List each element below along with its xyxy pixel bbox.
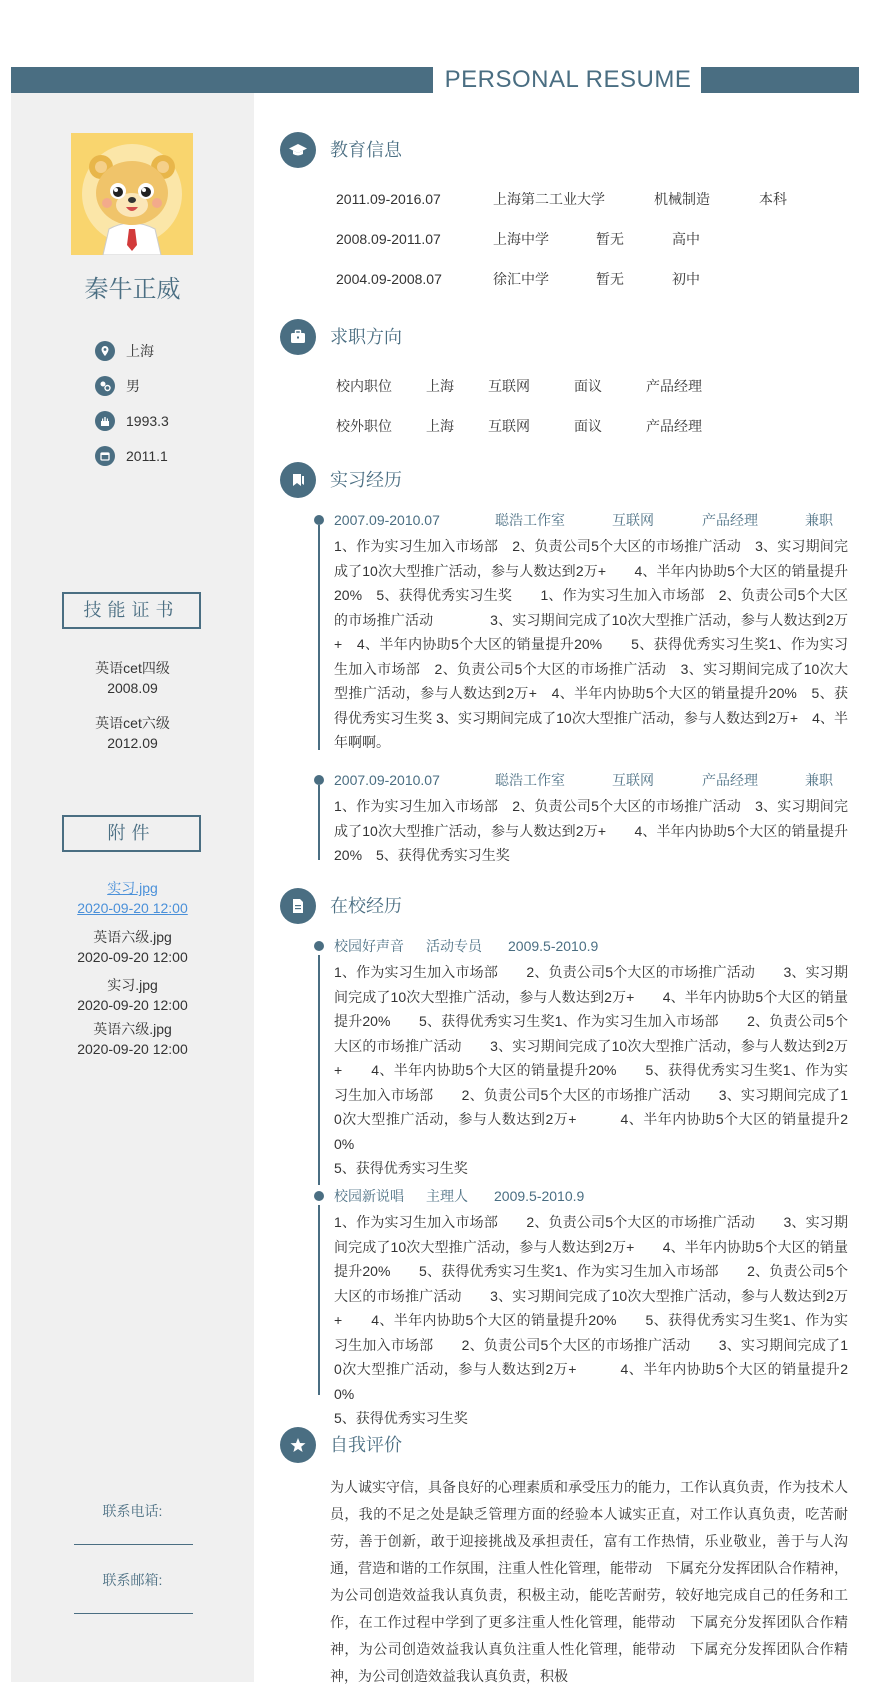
attachment-date: 2020-09-20 12:00: [77, 997, 188, 1013]
graduation-cap-icon: [280, 132, 316, 168]
star-badge-icon: [280, 1427, 316, 1463]
email-underline: [74, 1613, 193, 1614]
cert-name: 英语cet四级: [95, 660, 170, 676]
phone-underline: [74, 1544, 193, 1545]
internship-description: 1、作为实习生加入市场部 2、负责公司5个大区的市场推广活动 3、实习期间完成了10次大型推广活动，参与人数达到2万+ 4、半年内协助5个大区的销量提升20% 5、获得优秀实习生奖: [334, 798, 848, 863]
job-industry: 互联网: [488, 378, 530, 394]
campus-period: 2009.5-2010.9: [494, 1188, 585, 1204]
education-major: 机械制造: [654, 191, 710, 207]
timeline-line: [318, 525, 320, 750]
campus-role: 主理人: [426, 1188, 468, 1204]
job-city: 上海: [426, 378, 454, 394]
info-location: [95, 341, 154, 361]
education-major: 暂无: [596, 231, 624, 247]
campus-period: 2009.5-2010.9: [508, 938, 599, 954]
internship-type: 兼职: [805, 512, 833, 528]
cert-date: 2008.09: [107, 680, 158, 696]
attachment-name: 英语六级.jpg: [93, 929, 172, 945]
education-period: 2004.09-2008.07: [336, 271, 442, 287]
calendar-icon: [95, 446, 115, 466]
info-birthday-text: 1993.3: [126, 413, 169, 429]
info-birthday: [95, 411, 169, 431]
internship-industry: 互联网: [612, 512, 654, 528]
campus-activity: 校园新说唱: [334, 1188, 404, 1204]
internship-industry: 互联网: [612, 772, 654, 788]
cert-date: 2012.09: [107, 735, 158, 751]
bear-avatar-icon: [71, 133, 193, 255]
internship-period: 2007.09-2010.07: [334, 772, 440, 788]
campus-role: 活动专员: [426, 938, 482, 954]
education-school: 徐汇中学: [493, 271, 549, 287]
attachment-date: 2020-09-20 12:00: [77, 1041, 188, 1057]
attachment-date-link[interactable]: 2020-09-20 12:00: [77, 900, 188, 916]
internship-company: 聪浩工作室: [495, 772, 565, 788]
timeline-dot: [314, 515, 324, 525]
job-scope: 校外职位: [336, 418, 392, 434]
education-degree: 本科: [759, 191, 787, 207]
info-gender: [95, 376, 140, 396]
campus-title: 在校经历: [330, 896, 402, 916]
timeline-line: [318, 785, 320, 860]
job-scope: 校内职位: [336, 378, 392, 394]
campus-activity: 校园好声音: [334, 938, 404, 954]
self-evaluation-title: 自我评价: [330, 1435, 402, 1455]
job-position: 产品经理: [646, 378, 702, 394]
education-school: 上海第二工业大学: [493, 191, 605, 207]
education-title: 教育信息: [330, 140, 402, 160]
campus-description: 1、作为实习生加入市场部 2、负责公司5个大区的市场推广活动 3、实习期间完成了10次大型推广活动，参与人数达到2万+ 4、半年内协助5个大区的销量提升20% 5、获得优秀实习生奖1、作为实习生加入市场部 2、负责公司5个大区的市场推广活动 3、实习期间完成了10次大型推广活动，参与人数达到2万+ 4、半年内协助5个大区的销量提升20% 5、获得优秀实习生奖1、作为实习生加入市场部 2、负责公司5个大区的市场推广活动 3、实习期间完成了10次大型推广活动，参与人数达到2万+ 4、半年内协助5个大区的销量提升20% 5、获得优秀实习生奖: [334, 1214, 848, 1426]
gender-icon: [95, 376, 115, 396]
sidebar: [11, 93, 254, 1682]
profile-name: 秦牛正威: [84, 276, 181, 303]
education-period: 2011.09-2016.07: [336, 191, 441, 207]
self-evaluation-text: 为人诚实守信，具备良好的心理素质和承受压力的能力，工作认真负责，作为技术人 员，我的不足之处是缺乏管理方面的经验本人诚实正直，对工作认真负责，吃苦耐劳，善于创新，敢于迎接挑战及承担责任，富有工作热情，乐业敬业，善于与人沟通，营造和谐的工作氛围，注重人性化管理，能带动 下属充分发挥团队合作精神，为公司创造效益我认真负责，积极主动，能吃苦耐劳，较好地完成自己的任务和工作，在工作过程中学到了更多注重人性化管理，能带动 下属充分发挥团队合作精神，为公司创造效益我认真负注重人性化管理，能带动 下属充分发挥团队合作精神，为公司创造效益我认真负责，积极: [330, 1479, 862, 1684]
education-degree: 初中: [672, 271, 700, 287]
internship-title: 实习经历: [330, 470, 402, 490]
birthday-cake-icon: [95, 411, 115, 431]
job-city: 上海: [426, 418, 454, 434]
education-degree: 高中: [672, 231, 700, 247]
attachments-heading: 附件: [62, 815, 201, 852]
job-salary: 面议: [574, 418, 602, 434]
phone-label: 联系电话:: [102, 1503, 163, 1519]
campus-description: 1、作为实习生加入市场部 2、负责公司5个大区的市场推广活动 3、实习期间完成了10次大型推广活动，参与人数达到2万+ 4、半年内协助5个大区的销量提升20% 5、获得优秀实习生奖1、作为实习生加入市场部 2、负责公司5个大区的市场推广活动 3、实习期间完成了10次大型推广活动，参与人数达到2万+ 4、半年内协助5个大区的销量提升20% 5、获得优秀实习生奖1、作为实习生加入市场部 2、负责公司5个大区的市场推广活动 3、实习期间完成了10次大型推广活动，参与人数达到2万+ 4、半年内协助5个大区的销量提升20% 5、获得优秀实习生奖: [334, 964, 848, 1176]
job-industry: 互联网: [488, 418, 530, 434]
attachment-name: 英语六级.jpg: [93, 1021, 172, 1037]
timeline-dot: [314, 1191, 324, 1201]
info-work-start: [95, 446, 168, 466]
internship-period: 2007.09-2010.07: [334, 512, 440, 528]
attachment-name: 实习.jpg: [107, 977, 158, 993]
internship-company: 聪浩工作室: [495, 512, 565, 528]
document-icon: [280, 888, 316, 924]
education-school: 上海中学: [493, 231, 549, 247]
header-bar-left: [11, 67, 433, 93]
info-location-text: 上海: [126, 343, 154, 359]
info-work-start-text: 2011.1: [126, 448, 168, 464]
email-label: 联系邮箱:: [102, 1572, 163, 1588]
location-icon: [95, 341, 115, 361]
timeline-dot: [314, 775, 324, 785]
timeline-line: [318, 1205, 320, 1395]
briefcase-icon: [280, 319, 316, 355]
info-gender-text: 男: [126, 378, 140, 394]
education-major: 暂无: [596, 271, 624, 287]
certificates-heading: 技能证书: [62, 592, 201, 629]
timeline-line: [318, 955, 320, 1185]
bookmark-icon: [280, 462, 316, 498]
job-intention-title: 求职方向: [330, 327, 402, 347]
internship-description: 1、作为实习生加入市场部 2、负责公司5个大区的市场推广活动 3、实习期间完成了10次大型推广活动，参与人数达到2万+ 4、半年内协助5个大区的销量提升20% 5、获得优秀实习生奖 1、作为实习生加入市场部 2、负责公司5个大区的市场推广活动 3、实习期间完成了10次大型推广活动，参与人数达到2万+ 4、半年内协助5个大区的销量提升20% 5、获得优秀实习生奖1、作为实习生加入市场部 2、负责公司5个大区的市场推广活动 3、实习期间完成了10次大型推广活动，参与人数达到2万+ 4、半年内协助5个大区的销量提升20% 5、获得优秀实习生奖 3、实习期间完成了10次大型推广活动，参与人数达到2万+ 4、半年啊啊。: [334, 538, 848, 750]
education-period: 2008.09-2011.07: [336, 231, 441, 247]
internship-position: 产品经理: [702, 772, 758, 788]
header-bar-right: [701, 67, 859, 93]
avatar: [71, 133, 193, 255]
internship-type: 兼职: [805, 772, 833, 788]
timeline-dot: [314, 941, 324, 951]
job-position: 产品经理: [646, 418, 702, 434]
attachment-date: 2020-09-20 12:00: [77, 949, 188, 965]
cert-name: 英语cet六级: [95, 715, 170, 731]
page-title: PERSONAL RESUME: [444, 66, 692, 93]
job-salary: 面议: [574, 378, 602, 394]
internship-position: 产品经理: [702, 512, 758, 528]
attachment-link[interactable]: 实习.jpg: [107, 880, 158, 896]
